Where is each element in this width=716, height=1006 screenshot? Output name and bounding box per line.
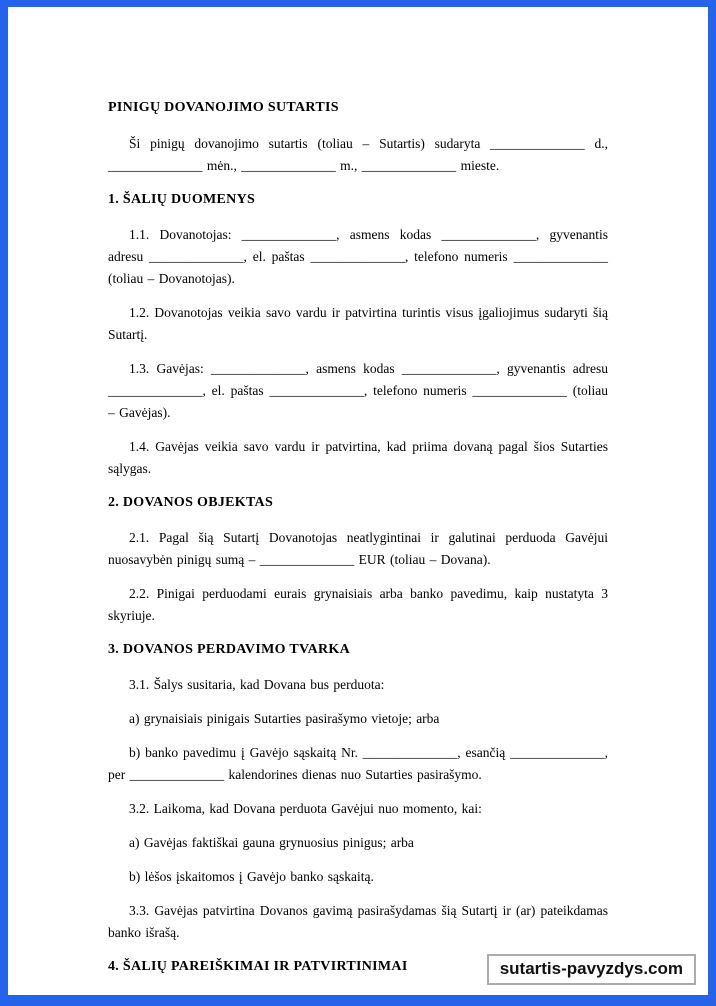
- watermark-badge: sutartis-pavyzdys.com: [487, 954, 696, 985]
- paragraph: a) Gavėjas faktiškai gauna grynuosius pinigus; arba: [129, 835, 414, 850]
- paragraph: 3.1. Šalys susitaria, kad Dovana bus perduota:: [129, 677, 385, 692]
- document-body: [8, 7, 708, 978]
- paragraph: 1.2. Dovanotojas veikia savo vardu ir patvirtina turintis visus įgaliojimus sudaryti šią Sutartį.: [108, 305, 608, 342]
- paragraph: Ši pinigų dovanojimo sutartis (toliau – Sutartis) sudaryta ______________ d., ______________ mėn., ______________ m., ______________ mieste.: [108, 136, 608, 173]
- section-heading: 2. DOVANOS OBJEKTAS: [108, 495, 274, 510]
- paragraph: 1.3. Gavėjas: ______________, asmens kodas ______________, gyvenantis adresu ______________, el. paštas ______________, telefono numeris ______________ (toliau – Gavėjas).: [108, 361, 608, 420]
- paragraph: 1.1. Dovanotojas: ______________, asmens kodas ______________, gyvenantis adresu ______________, el. paštas ______________, telefono numeris ______________ (toliau – Dovanotojas).: [108, 227, 608, 286]
- paragraph: b) banko pavedimu į Gavėjo sąskaitą Nr. ______________, esančią ______________, per ______________ kalendorines dienas nuo Sutarties pasirašymo.: [108, 745, 608, 782]
- paragraph: 2.2. Pinigai perduodami eurais grynaisiais arba banko pavedimu, kaip nustatyta 3 skyriuje.: [108, 586, 608, 623]
- paragraph: 2.1. Pagal šią Sutartį Dovanotojas neatlygintinai ir galutinai perduoda Gavėjui nuosavybėn pinigų sumą – ______________ EUR (toliau – Dovana).: [108, 530, 608, 567]
- paragraph: b) lėšos įskaitomos į Gavėjo banko sąskaitą.: [129, 869, 374, 884]
- paragraph: a) grynaisiais pinigais Sutarties pasirašymo vietoje; arba: [129, 711, 440, 726]
- paragraph: 1.4. Gavėjas veikia savo vardu ir patvirtina, kad priima dovaną pagal šios Sutarties sąlygas.: [108, 439, 608, 476]
- paragraph: 3.3. Gavėjas patvirtina Dovanos gavimą pasirašydamas šią Sutartį ir (ar) pateikdamas banko išrašą.: [108, 903, 608, 940]
- paragraph: 3.2. Laikoma, kad Dovana perduota Gavėjui nuo momento, kai:: [129, 801, 482, 816]
- section-heading: 4. ŠALIŲ PAREIŠKIMAI IR PATVIRTINIMAI: [108, 959, 408, 974]
- section-heading: 3. DOVANOS PERDAVIMO TVARKA: [108, 642, 350, 657]
- document-title: PINIGŲ DOVANOJIMO SUTARTIS: [108, 100, 339, 115]
- section-heading: 1. ŠALIŲ DUOMENYS: [108, 192, 256, 207]
